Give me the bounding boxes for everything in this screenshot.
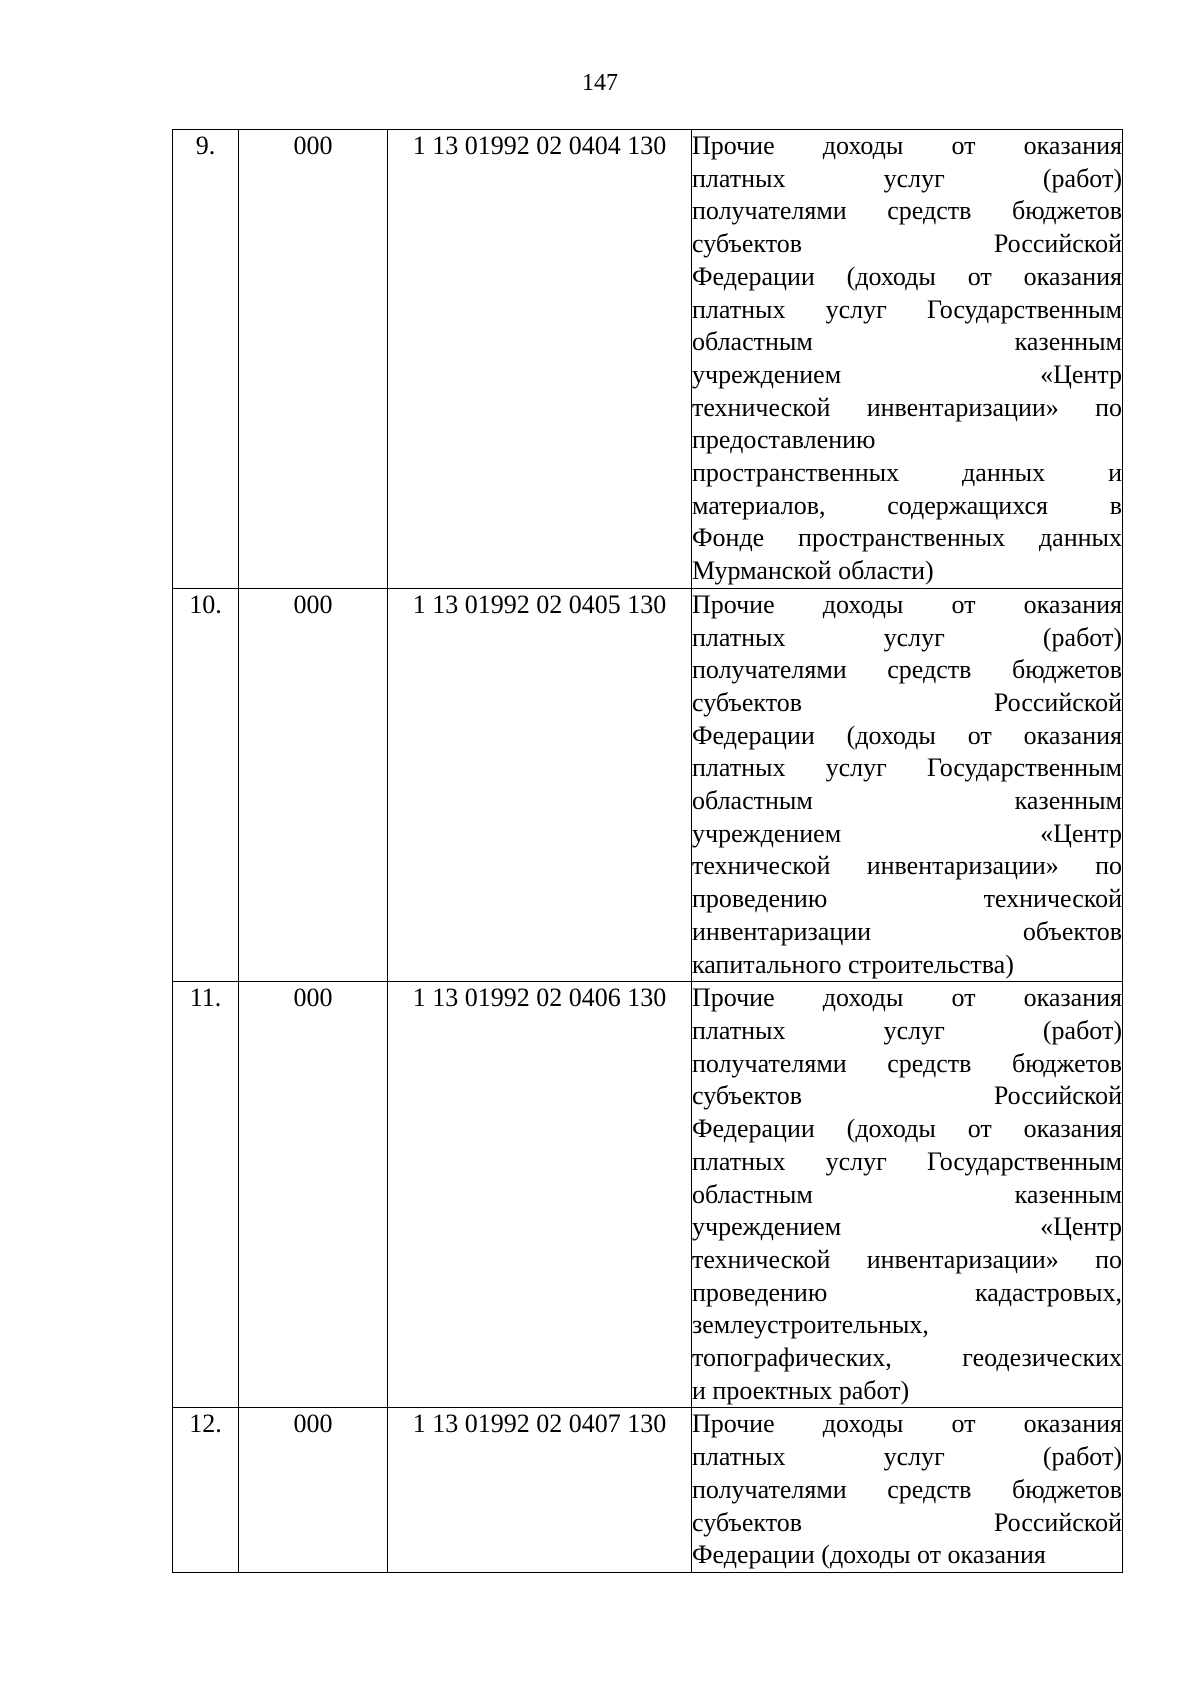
description-line: учреждением «Центр <box>692 1212 1122 1242</box>
table-row <box>173 588 1123 981</box>
row-number-cell: 10. <box>173 588 239 981</box>
table-row <box>173 982 1123 1408</box>
description-line: Фонде пространственных данных <box>692 523 1122 553</box>
description-line: Прочие доходы от оказания <box>692 1409 1122 1439</box>
description-line: Федерации (доходы от оказания <box>692 720 1122 750</box>
description-line: технической инвентаризации» по <box>692 392 1122 422</box>
administrator-code-cell: 000 <box>239 130 388 589</box>
description-line: субъектов Российской <box>692 1081 1122 1111</box>
description-line: субъектов Российской <box>692 687 1122 717</box>
description-line: платных услуг Государственным <box>692 753 1122 783</box>
administrator-code-cell: 000 <box>239 588 388 981</box>
description-line: проведению технической <box>692 884 1122 914</box>
description-line: Федерации (доходы от оказания <box>692 1114 1122 1144</box>
description-line: платных услуг Государственным <box>692 1146 1122 1176</box>
description-line: и проектных работ) <box>692 1375 910 1405</box>
revenue-description-cell <box>692 588 1123 981</box>
revenue-description-cell <box>692 982 1123 1408</box>
page-number: 147 <box>582 70 618 96</box>
revenue-codes-table <box>172 129 1123 1573</box>
description-line: технической инвентаризации» по <box>692 1244 1122 1274</box>
description-line: технической инвентаризации» по <box>692 851 1122 881</box>
budget-classification-code-cell: 1 13 01992 02 0407 130 <box>388 1408 692 1573</box>
row-number-cell: 12. <box>173 1408 239 1573</box>
row-number-cell: 9. <box>173 130 239 589</box>
description-line: Прочие доходы от оказания <box>692 131 1122 160</box>
row-number-cell: 11. <box>173 982 239 1408</box>
budget-classification-code-cell: 1 13 01992 02 0406 130 <box>388 982 692 1408</box>
budget-classification-code-cell: 1 13 01992 02 0405 130 <box>388 588 692 981</box>
administrator-code-cell: 000 <box>239 1408 388 1573</box>
description-line: проведению кадастровых, <box>692 1277 1122 1307</box>
description-line: платных услуг Государственным <box>692 294 1122 324</box>
description-line: платных услуг (работ) <box>692 163 1122 193</box>
description-line: областным казенным <box>692 327 1122 357</box>
description-line: пространственных данных и <box>692 458 1122 488</box>
description-line: Федерации (доходы от оказания <box>692 261 1122 291</box>
description-line: получателями средств бюджетов <box>692 1048 1122 1078</box>
description-line: Мурманской области) <box>692 556 934 586</box>
table-row <box>173 130 1123 589</box>
description-line: капитального строительства) <box>692 949 1014 979</box>
revenue-description-cell <box>692 130 1123 589</box>
description-line: инвентаризации объектов <box>692 916 1122 946</box>
description-line: областным казенным <box>692 1179 1122 1209</box>
description-line: Прочие доходы от оказания <box>692 983 1122 1013</box>
description-line: предоставлению <box>692 425 876 455</box>
description-line: платных услуг (работ) <box>692 1015 1122 1045</box>
description-line: платных услуг (работ) <box>692 622 1122 652</box>
description-line: платных услуг (работ) <box>692 1442 1122 1472</box>
description-line: учреждением «Центр <box>692 818 1122 848</box>
description-line: Федерации (доходы от оказания <box>692 1540 1046 1570</box>
description-line: субъектов Российской <box>692 1507 1122 1537</box>
description-line: субъектов Российской <box>692 229 1122 259</box>
description-line: учреждением «Центр <box>692 359 1122 389</box>
description-line: получателями средств бюджетов <box>692 196 1122 226</box>
description-line: Прочие доходы от оказания <box>692 589 1122 619</box>
description-line: топографических, геодезических <box>692 1343 1122 1373</box>
administrator-code-cell: 000 <box>239 982 388 1408</box>
revenue-description-cell <box>692 1408 1123 1573</box>
description-line: материалов, содержащихся в <box>692 490 1122 520</box>
table-row <box>173 1408 1123 1573</box>
description-line: землеустроительных, <box>692 1310 929 1340</box>
description-line: получателями средств бюджетов <box>692 655 1122 685</box>
budget-classification-code-cell: 1 13 01992 02 0404 130 <box>388 130 692 589</box>
description-line: получателями средств бюджетов <box>692 1474 1122 1504</box>
description-line: областным казенным <box>692 786 1122 816</box>
